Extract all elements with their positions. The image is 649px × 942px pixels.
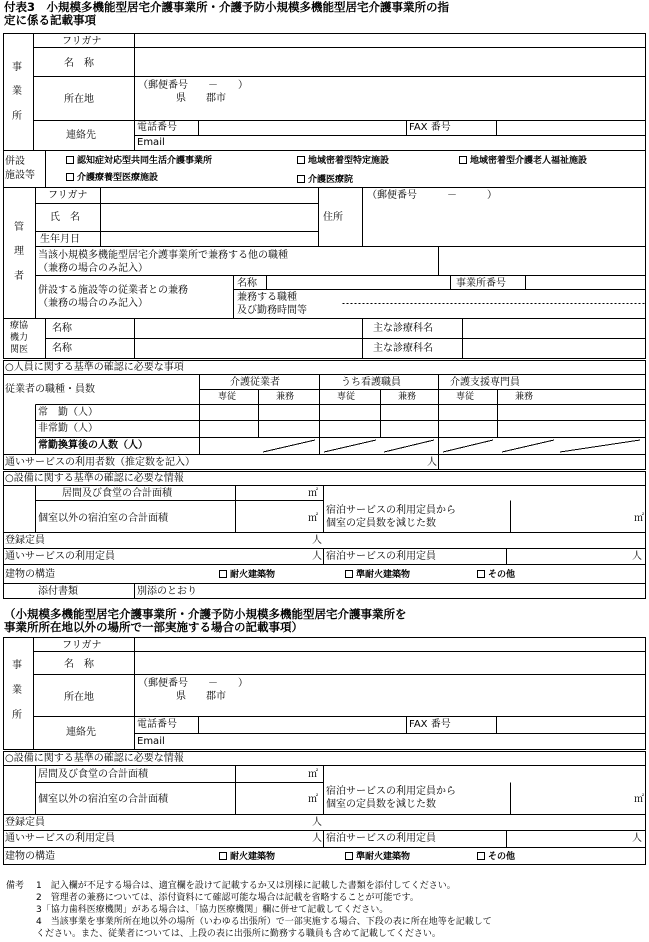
manager-name-label: 氏 名 [50, 212, 80, 223]
office-fax-label: FAX 番号 [409, 122, 451, 133]
office-name-label: 名 称 [64, 58, 94, 69]
manager-birth-input[interactable] [102, 232, 316, 245]
manager-postal-label: （郵便番号 － ） [367, 190, 497, 201]
checkbox[interactable] [477, 852, 485, 860]
notes-item-5: ください。また、従業者については、上段の表に出張所に勤務する職員も含めて記載してください。 [36, 929, 441, 939]
staffing-sub-fulltime-2: 専従 [337, 392, 356, 402]
structure-option-semi-fireproof[interactable] [345, 570, 410, 580]
equipment2-stay-cap-label: 宿泊サービスの利用定員 [326, 833, 436, 844]
annex-option-label: 認知症対応型共同生活介護事業所 [77, 156, 213, 166]
medical-name-input-2[interactable] [136, 340, 361, 357]
structure-option-label: その他 [488, 570, 516, 580]
checkbox[interactable] [66, 173, 74, 181]
structure-option-label: その他 [488, 852, 516, 862]
staffing-group-care: 介護従業者 [230, 377, 280, 388]
structure-option-label: 準耐火建築物 [356, 570, 411, 580]
equipment-day-cap-label: 通いサービスの利用定員 [5, 551, 115, 562]
notes-label: 備考 [6, 881, 25, 891]
staffing-count-inputs[interactable] [200, 405, 645, 437]
manager-other-job-line1: 当該小規模多機能型居宅介護事業所で兼務する他の職種 [38, 250, 288, 261]
equipment2-living-area-label: 居間及び食堂の合計面積 [38, 769, 148, 780]
checkbox[interactable] [219, 570, 227, 578]
checkbox[interactable] [459, 156, 467, 164]
manager-furigana-input[interactable] [102, 188, 316, 202]
equipment-attach-label: 添付書類 [38, 586, 78, 597]
equipment2-structure-label: 建物の構造 [5, 851, 55, 862]
medical-name-input-1[interactable] [136, 320, 361, 337]
office2-contact-label: 連絡先 [66, 727, 96, 738]
office-name-input[interactable] [137, 49, 643, 75]
structure2-option-fireproof[interactable] [219, 852, 275, 862]
office2-side-label-1: 事 [12, 660, 22, 671]
satellite-heading-line2: 事業所所在地以外の場所で一部実施する場合の記載事項） [4, 620, 303, 634]
form-title-line1: 付表3 小規模多機能型居宅介護事業所・介護予防小規模多機能型居宅介護事業所の指 [4, 0, 449, 14]
office-address-label: 所在地 [64, 94, 94, 105]
office-postal-label: （郵便番号 － ） [138, 80, 248, 91]
office-furigana-label: フリガナ [62, 36, 102, 47]
equipment-private-area-label: 個室以外の宿泊室の合計面積 [38, 513, 168, 524]
medical-name-label-2: 名称 [52, 343, 72, 354]
equipment2-day-cap-unit: 人 [312, 833, 322, 844]
equipment-heading: ○設備に関する基準の確認に必要な情報 [5, 473, 184, 484]
equipment-stay-cap-unit: ㎡ [634, 513, 644, 524]
structure-option-fireproof[interactable] [219, 570, 275, 580]
manager-annex-staff-line2: （兼務の場合のみ記入） [38, 298, 148, 309]
manager-job-line1: 兼務する職種 [237, 292, 297, 303]
office2-fax-input[interactable] [498, 717, 644, 732]
manager-facility-name-input[interactable] [268, 276, 449, 288]
staffing-day-service-unit: 人 [427, 457, 437, 468]
checkbox[interactable] [345, 570, 353, 578]
equipment-registered-unit: 人 [312, 535, 322, 546]
office-side-label-3: 所 [12, 111, 22, 122]
structure2-option-semi-fireproof[interactable] [345, 852, 410, 862]
office2-furigana-input[interactable] [137, 638, 643, 650]
office-email-input[interactable] [198, 136, 644, 149]
equipment2-stay-cap-line1: 宿泊サービスの利用定員から [326, 786, 456, 797]
manager-other-job-line2: （兼務の場合のみ記入） [38, 263, 148, 274]
checkbox[interactable] [297, 156, 305, 164]
office-email-label: Email [137, 137, 165, 148]
annex-label-line1: 併設 [5, 156, 25, 167]
medical-side-line2: 機力 [10, 333, 29, 343]
staffing-group-manager: 介護支援専門員 [450, 377, 520, 388]
manager-name-input[interactable] [102, 205, 316, 230]
manager-other-job-input[interactable] [440, 247, 644, 274]
office2-name-label: 名 称 [64, 659, 94, 670]
equipment2-private-area-unit: ㎡ [308, 794, 318, 805]
equipment-registered-label: 登録定員 [5, 535, 45, 546]
equipment-living-area-unit: ㎡ [308, 488, 318, 499]
manager-job-input[interactable] [345, 291, 644, 317]
equipment-attach-value: 別添のとおり [137, 586, 197, 597]
medical-side-line3: 関医 [10, 345, 29, 355]
annex-option-medical-facility[interactable] [66, 173, 158, 183]
manager-side-label-3: 者 [14, 271, 24, 282]
staffing-day-service-label: 通いサービスの利用者数（推定数を記入） [5, 457, 195, 468]
staffing-sub-concurrent-2: 兼務 [398, 392, 417, 402]
staffing-sub-fulltime-1: 専従 [218, 392, 237, 402]
office-contact-label: 連絡先 [66, 130, 96, 141]
equipment2-stay-cap-person-unit: 人 [632, 833, 642, 844]
medical-name-label-1: 名称 [52, 323, 72, 334]
notes-item-4: 4 当該事業を事業所所在地以外の場所（いわゆる出張所）で一部実施する場合、下段の表に所在地等を記載して [36, 917, 492, 927]
office2-side-label-2: 業 [12, 685, 22, 696]
medical-dept-label-1: 主な診療科名 [373, 323, 433, 334]
office2-furigana-label: フリガナ [62, 640, 102, 651]
medical-dept-input-2[interactable] [464, 340, 644, 357]
notes-item-3: 3「協力歯科医療機関」がある場合は、「協力医療機関」欄に併せて記載してください。 [36, 905, 389, 915]
equipment-private-area-unit: ㎡ [308, 513, 318, 524]
annex-option-label: 地域密着型介護老人福祉施設 [470, 156, 588, 166]
annex-option-welfare-facility[interactable] [459, 156, 587, 166]
form-title-line2: 定に係る記載事項 [4, 13, 96, 27]
annex-option-label: 介護療養型医療施設 [77, 173, 159, 183]
office-side-label-1: 事 [12, 62, 22, 73]
notes-item-2: 2 管理者の兼務については、添付資料にて確認可能な場合は記載を省略することが可能です。 [36, 893, 419, 903]
staffing-sub-fulltime-3: 専従 [456, 392, 475, 402]
manager-side-label-1: 管 [14, 222, 24, 233]
checkbox[interactable] [297, 175, 305, 183]
equipment-structure-label: 建物の構造 [5, 569, 55, 580]
structure-option-label: 耐火建築物 [230, 852, 276, 862]
office2-email-label: Email [137, 736, 165, 747]
staffing-job-label: 従業者の職種・員数 [5, 384, 95, 395]
office-prefecture-label: 県 郡市 [176, 93, 226, 104]
equipment2-day-cap-label: 通いサービスの利用定員 [5, 833, 115, 844]
medical-side-line1: 療協 [10, 321, 29, 331]
equipment2-stay-cap-line2: 個室の定員数を減じた数 [326, 799, 436, 810]
equipment-day-cap-unit: 人 [312, 551, 322, 562]
staffing-row-parttime: 非常勤（人） [38, 423, 98, 434]
equipment2-heading: ○設備に関する基準の確認に必要な情報 [5, 753, 184, 764]
manager-office-number-input[interactable] [527, 276, 644, 288]
staffing-group-nurse: うち看護職員 [341, 377, 401, 388]
notes-item-1: 1 記入欄が不足する場合は、適宜欄を設けて記載するか又は別様に記載した書類を添付してください。 [36, 881, 456, 891]
manager-birth-label: 生年月日 [40, 234, 80, 245]
equipment-stay-cap-line1: 宿泊サービスの利用定員から [326, 505, 456, 516]
office2-prefecture-label: 県 郡市 [176, 691, 226, 702]
checkbox[interactable] [219, 852, 227, 860]
equipment2-private-area-label: 個室以外の宿泊室の合計面積 [38, 794, 168, 805]
manager-facility-name-label: 名称 [237, 278, 257, 289]
staffing-sub-concurrent-1: 兼務 [276, 392, 295, 402]
annex-option-specified-facility[interactable] [297, 156, 389, 166]
equipment2-registered-unit: 人 [312, 817, 322, 828]
equipment2-registered-label: 登録定員 [5, 817, 45, 828]
medical-dept-label-2: 主な診療科名 [373, 343, 433, 354]
structure-option-label: 耐火建築物 [230, 570, 276, 580]
office2-phone-label: 電話番号 [137, 719, 177, 730]
structure-option-label: 準耐火建築物 [356, 852, 411, 862]
equipment-stay-cap-line2: 個室の定員数を減じた数 [326, 518, 436, 529]
manager-annex-staff-line1: 併設する施設等の従業者との兼務 [38, 285, 188, 296]
office2-email-input[interactable] [198, 734, 644, 748]
equipment2-living-area-unit: ㎡ [308, 769, 318, 780]
annex-option-group-home[interactable] [66, 156, 212, 166]
annex-option-medical-hospital[interactable] [297, 175, 353, 185]
office2-side-label-3: 所 [12, 710, 22, 721]
staffing-row-fulltime: 常 勤（人） [38, 407, 98, 418]
office2-phone-input[interactable] [200, 717, 404, 732]
office2-address-label: 所在地 [64, 692, 94, 703]
equipment-living-area-label: 居間及び食堂の合計面積 [62, 488, 172, 499]
staffing-heading: ○人員に関する基準の確認に必要な事項 [5, 362, 184, 373]
manager-office-number-label: 事業所番号 [456, 278, 506, 289]
staffing-row-converted: 常勤換算後の人数（人） [38, 440, 148, 451]
medical-dept-input-1[interactable] [464, 320, 644, 337]
office2-name-input[interactable] [137, 653, 643, 673]
equipment2-stay-cap-unit: ㎡ [634, 794, 644, 805]
checkbox[interactable] [345, 852, 353, 860]
checkbox[interactable] [477, 570, 485, 578]
structure-option-other[interactable] [477, 570, 515, 580]
manager-furigana-label: フリガナ [48, 190, 88, 201]
manager-side-label-2: 理 [14, 246, 24, 257]
office2-fax-label: FAX 番号 [409, 719, 451, 730]
structure2-option-other[interactable] [477, 852, 515, 862]
office-phone-input[interactable] [200, 121, 404, 134]
office-fax-input[interactable] [498, 121, 644, 134]
manager-address-label: 住所 [323, 212, 343, 223]
satellite-heading-line1: （小規模多機能型居宅介護事業所・介護予防小規模多機能型居宅介護事業所を [4, 607, 407, 621]
office2-postal-label: （郵便番号 － ） [138, 678, 248, 689]
annex-label-line2: 施設等 [5, 170, 35, 181]
equipment-stay-cap-person-unit: 人 [632, 551, 642, 562]
annex-option-label: 介護医療院 [308, 175, 354, 185]
manager-job-line2: 及び勤務時間等 [237, 305, 307, 316]
office-phone-label: 電話番号 [137, 122, 177, 133]
office-furigana-input[interactable] [137, 34, 643, 46]
checkbox[interactable] [66, 156, 74, 164]
staffing-sub-concurrent-3: 兼務 [515, 392, 534, 402]
office-side-label-2: 業 [12, 86, 22, 97]
annex-option-label: 地域密着型特定施設 [308, 156, 390, 166]
equipment-stay-cap-label: 宿泊サービスの利用定員 [326, 551, 436, 562]
